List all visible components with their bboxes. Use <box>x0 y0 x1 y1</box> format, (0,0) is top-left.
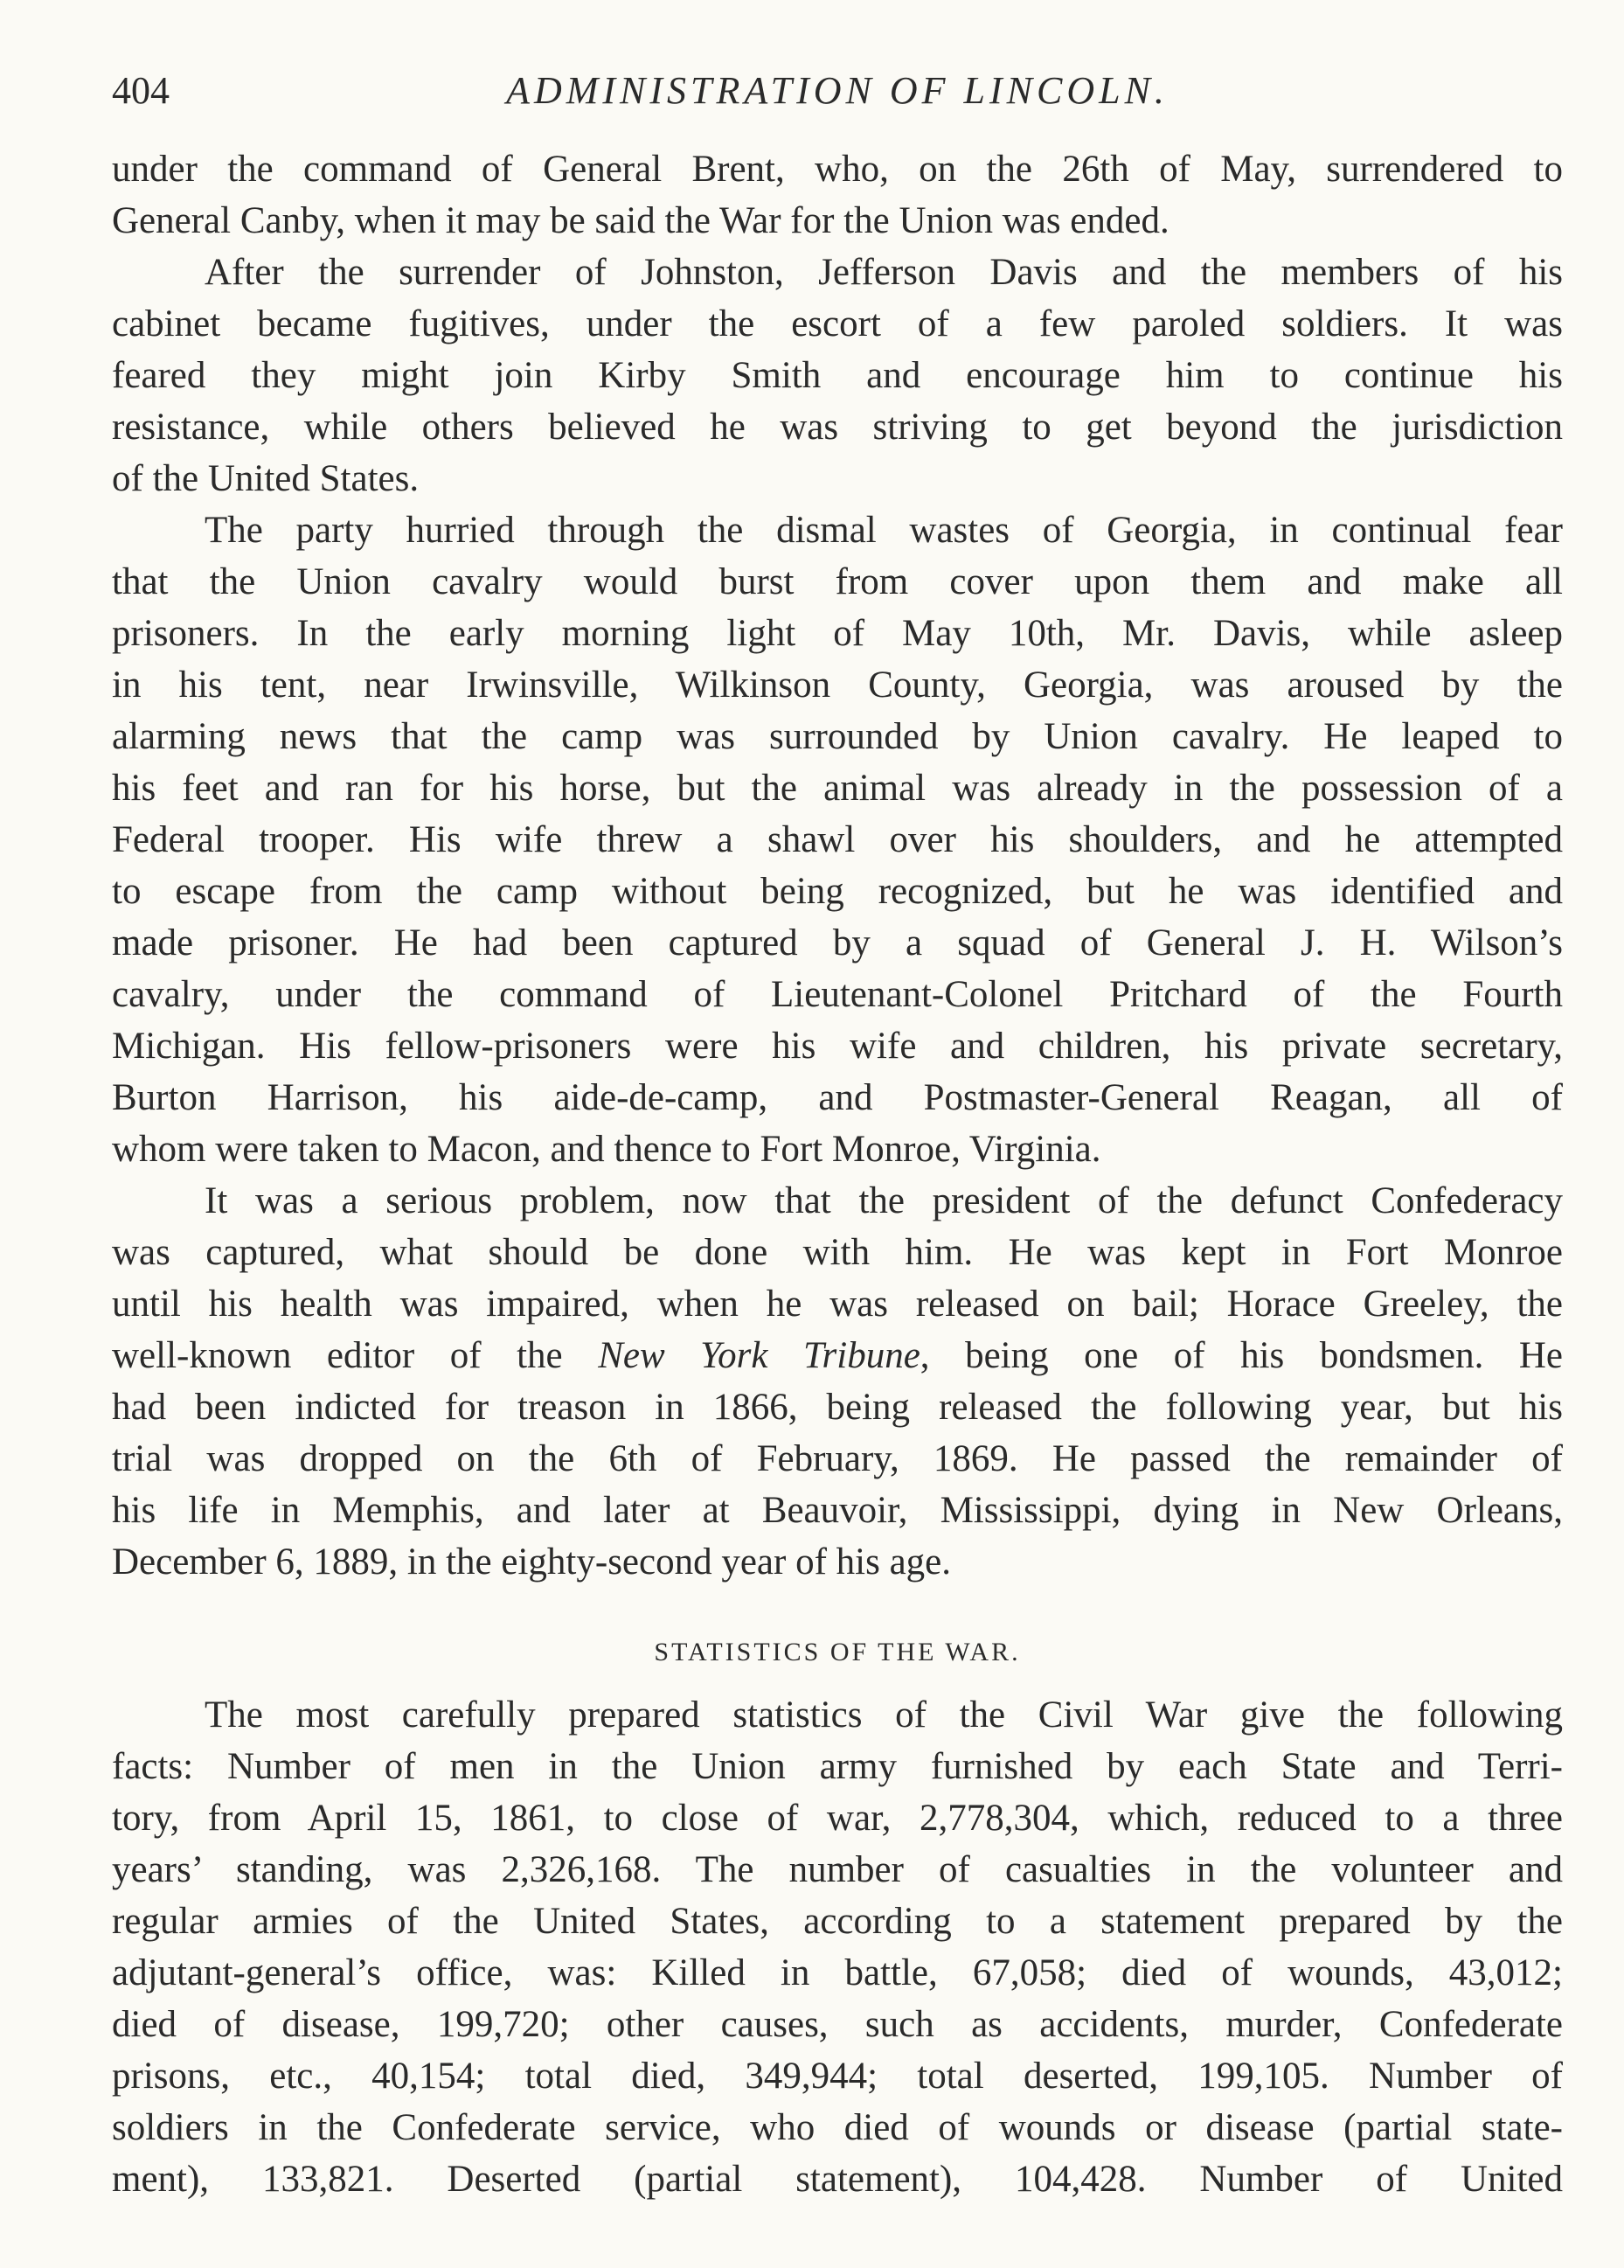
text-line: his life in Memphis, and later at Beauvoir, Mississippi, dying in New Orleans, <box>112 1490 1563 1531</box>
text-line: to escape from the camp without being recognized, but he was identified and <box>112 871 1563 912</box>
text-line: ment), 133,821. Deserted (partial statement), 104,428. Number of United <box>112 2159 1563 2200</box>
text-line: It was a serious problem, now that the president of the defunct Confederacy <box>205 1180 1563 1221</box>
text-line: December 6, 1889, in the eighty-second year of his age. <box>112 1541 952 1583</box>
text-line: made prisoner. He had been captured by a squad of General J. H. Wilson’s <box>112 922 1563 964</box>
text-line: was captured, what should be done with him. He was kept in Fort Monroe <box>112 1232 1563 1273</box>
newspaper-title: New York Tribune <box>598 1335 920 1376</box>
text-line: adjutant-general’s office, was: Killed in battle, 67,058; died of wounds, 43,012; <box>112 1952 1563 1993</box>
text-line: cabinet became fugitives, under the escort of a few paroled soldiers. It was <box>112 303 1563 344</box>
text-line: regular armies of the United States, according to a statement prepared by the <box>112 1901 1563 1942</box>
text-line: of the United States. <box>112 458 420 499</box>
text-line: tory, from April 15, 1861, to close of war, 2,778,304, which, reduced to a three <box>112 1798 1563 1839</box>
text-line: Federal trooper. His wife threw a shawl over his shoulders, and he attempted <box>112 819 1563 860</box>
text-line: prisons, etc., 40,154; total died, 349,944; total deserted, 199,105. Number of <box>112 2056 1563 2097</box>
text-line: The most carefully prepared statistics of the Civil War give the following <box>205 1694 1563 1736</box>
text-line: whom were taken to Macon, and thence to Fort Monroe, Virginia. <box>112 1129 1101 1170</box>
text-line: under the command of General Brent, who, on the 26th of May, surrendered to <box>112 149 1563 190</box>
section-heading: STATISTICS OF THE WAR. <box>654 1638 1021 1666</box>
text-line: alarming news that the camp was surrounded by Union cavalry. He leaped to <box>112 716 1563 757</box>
text-line: Burton Harrison, his aide-de-camp, and Postmaster-General Reagan, all of <box>112 1077 1563 1118</box>
text-line: The party hurried through the dismal wastes of Georgia, in continual fear <box>205 510 1563 551</box>
text-line: years’ standing, was 2,326,168. The number of casualties in the volunteer and <box>112 1849 1563 1890</box>
body-text <box>112 143 1563 2205</box>
paragraph-3 <box>112 504 1563 1175</box>
text-line: resistance, while others believed he was striving to get beyond the jurisdiction <box>112 407 1563 448</box>
page-number: 404 <box>112 69 170 112</box>
text-line: had been indicted for treason in 1866, being released the following year, but his <box>112 1387 1563 1428</box>
text-segment: , being one of his bondsmen. He <box>920 1335 1563 1376</box>
page-header <box>112 68 1563 121</box>
text-line <box>112 1330 1563 1381</box>
text-line: died of disease, 199,720; other causes, such as accidents, murder, Confederate <box>112 2004 1563 2045</box>
paragraph-2 <box>112 247 1563 504</box>
statistics-paragraph <box>112 1689 1563 2205</box>
text-line: General Canby, when it may be said the War for the Union was ended. <box>112 200 1169 241</box>
text-line: After the surrender of Johnston, Jefferson Davis and the members of his <box>205 252 1563 293</box>
paragraph-1 <box>112 143 1563 247</box>
text-line: cavalry, under the command of Lieutenant-Colonel Pritchard of the Fourth <box>112 974 1563 1015</box>
text-line: Michigan. His fellow-prisoners were his wife and children, his private secretary, <box>112 1026 1563 1067</box>
running-head: ADMINISTRATION OF LINCOLN. <box>506 69 1169 112</box>
text-line: trial was dropped on the 6th of February, 1869. He passed the remainder of <box>112 1438 1563 1479</box>
text-line: that the Union cavalry would burst from cover upon them and make all <box>112 561 1563 602</box>
text-line: soldiers in the Confederate service, who died of wounds or disease (partial state- <box>112 2107 1563 2148</box>
text-line: his feet and ran for his horse, but the animal was already in the possession of a <box>112 768 1563 809</box>
text-line: until his health was impaired, when he was released on bail; Horace Greeley, the <box>112 1284 1563 1325</box>
text-line: feared they might join Kirby Smith and encourage him to continue his <box>112 355 1563 396</box>
text-line: prisoners. In the early morning light of May 10th, Mr. Davis, while asleep <box>112 613 1563 654</box>
text-line: facts: Number of men in the Union army furnished by each State and Terri- <box>112 1746 1563 1787</box>
text-line: in his tent, near Irwinsville, Wilkinson County, Georgia, was aroused by the <box>112 664 1563 706</box>
paragraph-4 <box>112 1175 1563 1588</box>
text-segment: well-known editor of the <box>112 1335 599 1376</box>
